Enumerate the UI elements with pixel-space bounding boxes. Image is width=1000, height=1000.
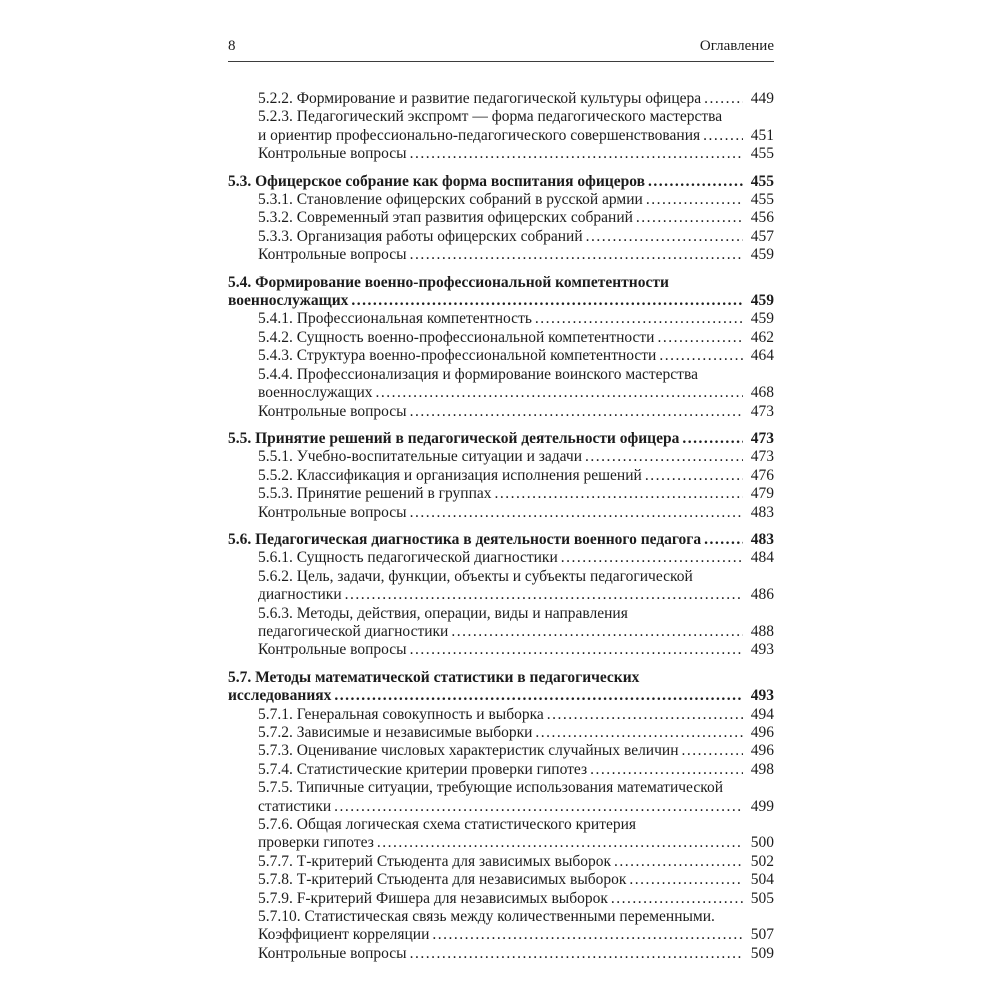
toc-leader-dots [585,448,743,466]
toc-page-number: 507 [750,926,774,944]
toc-leader-dots [682,430,743,448]
toc-entry-text: статистики [258,797,332,815]
toc-page-number: 451 [750,126,774,144]
toc-entry-line [258,209,774,227]
running-title: Оглавление [699,38,774,54]
toc-page-number: 455 [750,145,774,163]
toc-entry-text: 5.4.1. Профессиональная компетентность [258,310,532,328]
toc-entry [228,568,774,605]
toc-entry-line [258,145,774,163]
toc-page-number: 488 [750,622,774,640]
toc-entry-line [258,549,774,567]
toc-entry [228,228,774,246]
toc-entry-text: Контрольные вопросы [258,402,407,420]
toc-entry [228,742,774,760]
toc-entry-text: 5.7.4. Статистические критерии проверки гипотез [258,760,588,778]
toc-page-number: 473 [750,429,774,447]
toc-entry-line [258,908,774,926]
page-number-folio: 8 [228,38,236,54]
toc-entry-line [258,228,774,246]
toc-entry [228,108,774,145]
toc-entry-line [258,127,774,145]
toc-entry [228,908,774,945]
toc-entry [228,173,774,191]
toc-entry-text: Контрольные вопросы [258,944,407,962]
toc-entry-line [258,623,774,641]
toc-page-number: 500 [750,834,774,852]
toc-leader-dots [703,127,743,145]
toc-entry-text: 5.5.2. Классификация и организация исполнения решений [258,466,642,484]
toc-entry [228,191,774,209]
toc-entry-text: 5.2.3. Педагогический экспромт — форма педагогического мастерства [258,108,723,126]
header-rule [228,61,774,62]
toc-entry [228,209,774,227]
toc-entry [228,871,774,889]
toc-entry-line [258,641,774,659]
toc-entry-line [258,926,774,944]
toc-entry-text: 5.5.1. Учебно-воспитательные ситуации и задачи [258,448,583,466]
toc-entry-text: военнослужащих [258,384,373,402]
toc-page-number: 456 [750,209,774,227]
toc-entry-text: Контрольные вопросы [258,641,407,659]
toc-page-number: 494 [750,705,774,723]
toc-entry-line [258,586,774,604]
toc-entry-text: и ориентир профессионально-педагогического совершенствования [258,126,701,144]
toc-entry-line [258,448,774,466]
toc-entry [228,531,774,549]
toc-page-number: 455 [750,191,774,209]
toc-entry [228,347,774,365]
toc-entry-line [258,347,774,365]
toc-entry-text: педагогической диагностики [258,622,449,640]
toc-entry-text: 5.7.3. Оценивание числовых характеристик случайных величин [258,742,679,760]
toc-page-number: 473 [750,402,774,420]
toc-entry-line [258,761,774,779]
toc-entry [228,605,774,642]
toc-entry-text: Контрольные вопросы [258,503,407,521]
toc-page-number: 504 [750,871,774,889]
toc-entry-text: 5.4.4. Профессионализация и формирование воинского мастерства [258,365,698,383]
toc-entry [228,549,774,567]
toc-entry [228,246,774,264]
toc-entry [228,274,774,311]
toc-page-number: 473 [750,448,774,466]
toc-leader-dots [495,485,743,503]
toc-leader-dots [410,145,743,163]
toc-entry-line [258,871,774,889]
toc-entry-text: 5.6. Педагогическая диагностика в деятельности военного педагога [228,530,702,548]
toc-entry-text: 5.7.8. Т-критерий Стьюдента для независимых выборок [258,871,627,889]
toc-entry [228,724,774,742]
toc-page-number: 484 [750,549,774,567]
toc-entry [228,890,774,908]
toc-entry-text: 5.3.2. Современный этап развития офицерских собраний [258,209,633,227]
toc-page-number: 493 [750,687,774,705]
page-header [228,38,774,61]
toc-leader-dots [410,945,743,963]
toc-leader-dots [614,853,743,871]
toc-page-number: 449 [750,90,774,107]
toc-entry-line [258,945,774,963]
toc-entry-line [258,706,774,724]
toc-leader-dots [681,742,743,760]
toc-leader-dots [547,706,743,724]
toc-entry-line [228,669,774,687]
toc-page-number: 498 [750,760,774,778]
toc-list [228,90,774,963]
toc-leader-dots [410,504,743,522]
toc-leader-dots [377,834,743,852]
toc-entry-line [258,310,774,328]
toc-entry-text: 5.2.2. Формирование и развитие педагогической культуры офицера [258,90,702,107]
toc-entry [228,366,774,403]
toc-entry-text: 5.5.3. Принятие решений в группах [258,485,492,503]
toc-entry-line [258,485,774,503]
toc-entry-text: 5.7.6. Общая логическая схема статистического критерия [258,816,637,834]
toc-entry-text: 5.6.3. Методы, действия, операции, виды и направления [258,604,628,622]
toc-entry-line [258,329,774,347]
toc-entry-text: исследованиях [228,687,332,705]
toc-entry-line [258,724,774,742]
toc-entry [228,669,774,706]
toc-leader-dots [410,403,743,421]
toc-entry [228,945,774,963]
toc-leader-dots [704,531,743,549]
toc-entry-text: 5.5. Принятие решений в педагогической деятельности офицера [228,429,680,447]
toc-entry [228,853,774,871]
toc-entry-text: 5.4. Формирование военно-профессиональной компетентности [228,273,669,291]
toc-entry-text: 5.7.7. Т-критерий Стьюдента для зависимых выборок [258,852,612,870]
toc-entry [228,816,774,853]
toc-leader-dots [535,310,743,328]
toc-entry-line [258,605,774,623]
toc-entry-text: 5.6.1. Сущность педагогической диагностики [258,549,558,567]
toc-entry [228,145,774,163]
toc-entry-line [258,779,774,797]
toc-page-number: 455 [750,172,774,190]
toc-leader-dots [561,549,743,567]
toc-entry-text: проверки гипотез [258,834,374,852]
toc-entry [228,430,774,448]
toc-entry-line [228,531,774,549]
toc-page-number: 496 [750,724,774,741]
toc-page-number: 496 [750,742,774,760]
toc-entry [228,310,774,328]
toc-page-number: 493 [750,641,774,659]
toc-entry-line [258,798,774,816]
toc-entry-line [258,742,774,760]
toc-entry-text: 5.4.2. Сущность военно-профессиональной компетентности [258,328,655,346]
toc-page-number: 462 [750,328,774,346]
toc-page-number: 483 [750,530,774,548]
toc-entry-text: 5.7.10. Статистическая связь между количественными переменными. [258,908,715,926]
toc-entry-text: 5.6.2. Цель, задачи, функции, объекты и субъекты педагогической [258,567,693,585]
toc-leader-dots [535,724,743,742]
toc-entry-line [258,890,774,908]
toc-entry-text: 5.4.3. Структура военно-профессиональной компетентности [258,347,657,365]
toc-entry [228,467,774,485]
toc-entry [228,641,774,659]
toc-entry-line [258,90,774,108]
toc-leader-dots [646,191,743,209]
toc-page-number: 459 [750,292,774,310]
toc-leader-dots [659,347,743,365]
toc-entry-line [258,108,774,126]
toc-page-number: 483 [750,503,774,521]
toc-entry-text: диагностики [258,586,342,604]
toc-page-number: 476 [750,466,774,484]
toc-entry-text: 5.7.2. Зависимые и независимые выборки [258,724,533,741]
toc-entry-text: 5.7.5. Типичные ситуации, требующие использования математической [258,779,723,797]
toc-leader-dots [648,173,743,191]
toc-entry-line [258,403,774,421]
toc-entry-text: 5.3.3. Организация работы офицерских собраний [258,227,583,245]
toc-entry-line [258,816,774,834]
toc-entry [228,90,774,108]
toc-leader-dots [590,761,743,779]
toc-leader-dots [636,209,743,227]
toc-entry-line [228,430,774,448]
toc-entry-line [258,568,774,586]
toc-page-number: 464 [750,347,774,365]
toc-entry [228,485,774,503]
toc-leader-dots [345,586,743,604]
toc-entry-text: военнослужащих [228,292,349,310]
toc-entry-text: Контрольные вопросы [258,246,407,264]
toc-entry [228,761,774,779]
toc-page-number: 509 [750,944,774,962]
toc-leader-dots [629,871,743,889]
toc-entry [228,504,774,522]
toc-entry-text: 5.7. Методы математической статистики в педагогических [228,668,640,686]
toc-entry [228,403,774,421]
toc-page-number: 457 [750,227,774,245]
toc-entry [228,779,774,816]
toc-entry [228,448,774,466]
toc-leader-dots [334,798,743,816]
toc-leader-dots [376,384,744,402]
toc-leader-dots [657,329,743,347]
toc-page-number: 505 [750,889,774,907]
toc-entry-text: 5.3.1. Становление офицерских собраний в русской армии [258,191,643,209]
toc-leader-dots [432,926,743,944]
toc-entry-text: 5.3. Офицерское собрание как форма воспитания офицеров [228,172,645,190]
toc-entry-line [258,366,774,384]
toc-entry-text: Контрольные вопросы [258,145,407,163]
toc-entry-line [258,853,774,871]
toc-leader-dots [645,467,743,485]
toc-leader-dots [586,228,743,246]
toc-entry-line [258,246,774,264]
toc-leader-dots [334,687,743,705]
toc-entry-line [258,504,774,522]
toc-entry-line [258,834,774,852]
toc-page-number: 459 [750,310,774,328]
toc-entry [228,706,774,724]
toc-entry-text: Коэффициент корреляции [258,926,430,944]
toc-leader-dots [451,623,743,641]
toc-page-number: 479 [750,485,774,503]
toc-page-number: 502 [750,852,774,870]
toc-leader-dots [410,641,743,659]
toc-page-number: 468 [750,384,774,402]
toc-entry-line [228,687,774,705]
toc-page-number: 486 [750,586,774,604]
book-page [228,38,774,963]
toc-leader-dots [611,890,743,908]
toc-leader-dots [410,246,743,264]
toc-entry-text: 5.7.1. Генеральная совокупность и выборка [258,705,544,723]
toc-leader-dots [704,90,743,108]
toc-entry-line [258,467,774,485]
toc-entry-line [258,191,774,209]
toc-entry-line [228,292,774,310]
toc-entry-text: 5.7.9. F-критерий Фишера для независимых выборок [258,889,608,907]
toc-page-number: 459 [750,246,774,264]
toc-entry-line [228,274,774,292]
toc-entry-line [258,384,774,402]
toc-entry-line [228,173,774,191]
toc-leader-dots [351,292,743,310]
toc-page-number: 499 [750,797,774,815]
toc-entry [228,329,774,347]
